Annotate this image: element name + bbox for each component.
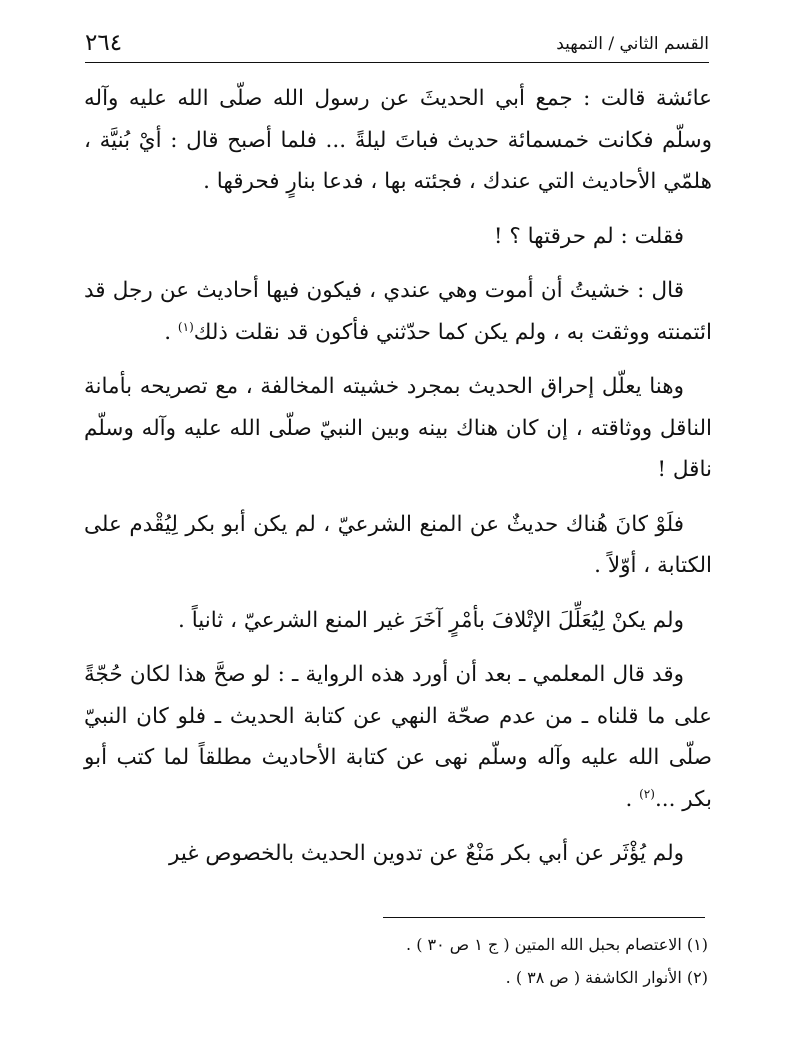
- paragraph-7-text: وقد قال المعلمي ـ بعد أن أورد هذه الرواية ـ : لو صحَّ هذا لكان حُجّةً على ما قلناه ـ من عدم صحّة النهي عن كتابة الحديث ـ فلو كان النبيّ صلّى الله عليه وآله وسلّم نهى عن كتابة الأحاديث مطلقاً لما كتب أبو بكر ...: [84, 662, 712, 812]
- paragraph-8: ولم يُؤْثَر عن أبي بكر مَنْعٌ عن تدوين الحديث بالخصوص غير: [168, 841, 684, 866]
- paragraph-6: ولم يكنْ لِيُعَلِّلَ الإتْلافَ بأمْرٍ آخَرَ غير المنع الشرعيّ ، ثانياً .: [178, 607, 684, 633]
- paragraph-1: عائشة قالت : جمع أبي الحديثَ عن رسول الله صلّى الله عليه وآله وسلّم فكانت خمسمائة حديث فباتَ ليلةً ... فلما أصبح قال : أيْ بُنيَّة ، هلمّي الأحاديث التي عندك ، فجئته بها ، فدعا بنارٍ فحرقها .: [84, 86, 712, 194]
- paragraph-3-period: .: [164, 319, 178, 345]
- footnotes: [380, 928, 708, 994]
- footnote-2: (٢) الأنوار الكاشفة ( ص ٣٨ ) .: [505, 968, 708, 987]
- footnote-1: (١) الاعتصام بحبل الله المتين ( ج ١ ص ٣٠ ) .: [406, 935, 708, 954]
- paragraph-3: [84, 270, 712, 353]
- footnote-ref-1: (١): [177, 319, 194, 334]
- page-header: [85, 28, 709, 63]
- paragraph-2: فقلت : لم حرقتها ؟ !: [493, 223, 684, 249]
- paragraph-7-period: .: [625, 786, 640, 812]
- paragraph-5: فلَوْ كانَ هُناك حديثٌ عن المنع الشرعيّ ، لم يكن أبو بكر لِيُقْدم على الكتابة ، أوّلاً .: [84, 511, 712, 578]
- page-number: ٢٦٤: [85, 30, 123, 56]
- paragraph-4: وهنا يعلّل إحراق الحديث بمجرد خشيته المخالفة ، مع تصريحه بأمانة الناقل ووثاقته ، إن كان هناك بينه وبين النبيّ صلّى الله عليه وآله وسلّم ناقل !: [84, 374, 712, 482]
- footnote-ref-2: (٢): [639, 786, 655, 801]
- paragraph-3-text: قال : خشيتُ أن أموت وهي عندي ، فيكون فيها أحاديث عن رجل قد ائتمنته ووثقت به ، ولم يكن كما حدّثني فأكون قد نقلت ذلك: [84, 278, 712, 345]
- section-title: القسم الثاني / التمهيد: [556, 34, 709, 54]
- footnote-divider: [383, 917, 705, 918]
- paragraph-7: [84, 654, 712, 820]
- body-text: [84, 78, 712, 888]
